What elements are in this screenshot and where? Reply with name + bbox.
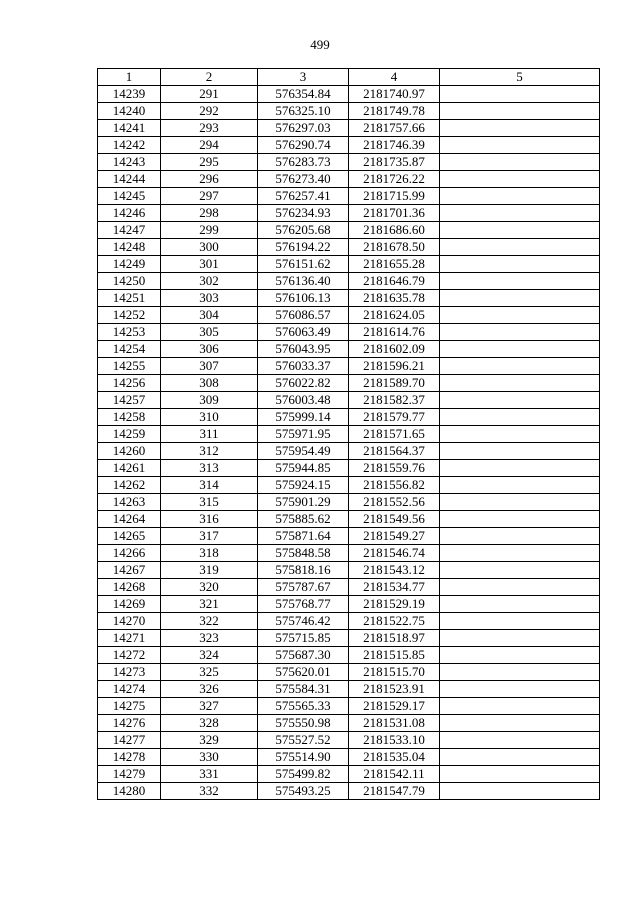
table-cell-col-2: 313: [161, 460, 258, 477]
table-cell-col-4: 2181614.76: [349, 324, 440, 341]
table-cell-col-2: 318: [161, 545, 258, 562]
table-cell-col-3: 575565.33: [258, 698, 349, 715]
table-cell-col-5: [440, 647, 600, 664]
table-cell-col-2: 331: [161, 766, 258, 783]
table-row: [98, 137, 600, 154]
table-cell-col-4: 2181556.82: [349, 477, 440, 494]
table-cell-col-5: [440, 528, 600, 545]
table-cell-col-5: [440, 137, 600, 154]
table-cell-col-4: 2181535.04: [349, 749, 440, 766]
table-cell-col-3: 576273.40: [258, 171, 349, 188]
table-cell-col-5: [440, 103, 600, 120]
table-row: [98, 222, 600, 239]
table-row: [98, 613, 600, 630]
table-cell-col-3: 576033.37: [258, 358, 349, 375]
table-row: [98, 409, 600, 426]
table-cell-col-5: [440, 171, 600, 188]
table-cell-col-3: 575768.77: [258, 596, 349, 613]
table-cell-col-4: 2181589.70: [349, 375, 440, 392]
table-cell-col-1: 14243: [98, 154, 161, 171]
table-cell-col-4: 2181546.74: [349, 545, 440, 562]
table-cell-col-1: 14262: [98, 477, 161, 494]
column-header-4: 4: [349, 69, 440, 86]
table-cell-col-3: 575527.52: [258, 732, 349, 749]
table-cell-col-3: 576354.84: [258, 86, 349, 103]
table-cell-col-3: 575818.16: [258, 562, 349, 579]
table-cell-col-5: [440, 545, 600, 562]
table-row: [98, 120, 600, 137]
table-row: [98, 477, 600, 494]
table-cell-col-3: 576194.22: [258, 239, 349, 256]
table-cell-col-4: 2181726.22: [349, 171, 440, 188]
table-cell-col-2: 305: [161, 324, 258, 341]
table-row: [98, 273, 600, 290]
table-cell-col-4: 2181735.87: [349, 154, 440, 171]
table-cell-col-1: 14277: [98, 732, 161, 749]
table-cell-col-5: [440, 596, 600, 613]
table-cell-col-3: 576063.49: [258, 324, 349, 341]
table-cell-col-2: 304: [161, 307, 258, 324]
table-cell-col-2: 307: [161, 358, 258, 375]
table-cell-col-3: 576325.10: [258, 103, 349, 120]
table-cell-col-3: 575944.85: [258, 460, 349, 477]
table-cell-col-1: 14242: [98, 137, 161, 154]
table-row: [98, 630, 600, 647]
table-cell-col-3: 576205.68: [258, 222, 349, 239]
table-cell-col-2: 302: [161, 273, 258, 290]
table-cell-col-3: 576283.73: [258, 154, 349, 171]
table-cell-col-1: 14241: [98, 120, 161, 137]
table-cell-col-5: [440, 630, 600, 647]
table-cell-col-1: 14269: [98, 596, 161, 613]
table-cell-col-5: [440, 222, 600, 239]
table-cell-col-1: 14248: [98, 239, 161, 256]
table-cell-col-5: [440, 579, 600, 596]
table-row: [98, 171, 600, 188]
table-cell-col-3: 576022.82: [258, 375, 349, 392]
table-cell-col-2: 312: [161, 443, 258, 460]
table-cell-col-3: 576151.62: [258, 256, 349, 273]
table-row: [98, 681, 600, 698]
column-header-1: 1: [98, 69, 161, 86]
table-cell-col-4: 2181746.39: [349, 137, 440, 154]
table-cell-col-1: 14251: [98, 290, 161, 307]
table-row: [98, 783, 600, 800]
table-cell-col-2: 314: [161, 477, 258, 494]
table-cell-col-1: 14244: [98, 171, 161, 188]
table-cell-col-3: 575848.58: [258, 545, 349, 562]
table-cell-col-2: 295: [161, 154, 258, 171]
table-cell-col-2: 325: [161, 664, 258, 681]
table-cell-col-1: 14256: [98, 375, 161, 392]
table-cell-col-4: 2181542.11: [349, 766, 440, 783]
table-cell-col-2: 308: [161, 375, 258, 392]
table-cell-col-4: 2181686.60: [349, 222, 440, 239]
table-cell-col-5: [440, 341, 600, 358]
table-cell-col-1: 14245: [98, 188, 161, 205]
table-row: [98, 494, 600, 511]
table-cell-col-2: 330: [161, 749, 258, 766]
table-cell-col-2: 299: [161, 222, 258, 239]
table-cell-col-2: 306: [161, 341, 258, 358]
table-cell-col-5: [440, 732, 600, 749]
table-cell-col-1: 14275: [98, 698, 161, 715]
table-row: [98, 528, 600, 545]
table-row: [98, 154, 600, 171]
table-cell-col-3: 575499.82: [258, 766, 349, 783]
table-cell-col-5: [440, 426, 600, 443]
table-cell-col-4: 2181518.97: [349, 630, 440, 647]
table-cell-col-1: 14265: [98, 528, 161, 545]
table-cell-col-1: 14252: [98, 307, 161, 324]
table-cell-col-4: 2181624.05: [349, 307, 440, 324]
table-cell-col-5: [440, 477, 600, 494]
table-row: [98, 443, 600, 460]
table-row: [98, 188, 600, 205]
table-cell-col-2: 326: [161, 681, 258, 698]
table-row: [98, 715, 600, 732]
table-cell-col-1: 14270: [98, 613, 161, 630]
table-cell-col-3: 575715.85: [258, 630, 349, 647]
table-cell-col-2: 319: [161, 562, 258, 579]
coordinates-table: [97, 68, 600, 800]
table-cell-col-4: 2181749.78: [349, 103, 440, 120]
table-row: [98, 426, 600, 443]
table-cell-col-2: 328: [161, 715, 258, 732]
table-cell-col-5: [440, 239, 600, 256]
table-cell-col-1: 14279: [98, 766, 161, 783]
table-row: [98, 545, 600, 562]
table-row: [98, 392, 600, 409]
column-header-2: 2: [161, 69, 258, 86]
table-cell-col-3: 575924.15: [258, 477, 349, 494]
table-cell-col-4: 2181529.17: [349, 698, 440, 715]
table-cell-col-5: [440, 783, 600, 800]
table-cell-col-1: 14266: [98, 545, 161, 562]
table-row: [98, 647, 600, 664]
table-cell-col-2: 303: [161, 290, 258, 307]
table-cell-col-1: 14260: [98, 443, 161, 460]
table-cell-col-3: 576043.95: [258, 341, 349, 358]
table-row: [98, 324, 600, 341]
table-body: [98, 86, 600, 800]
table-cell-col-1: 14247: [98, 222, 161, 239]
table-cell-col-3: 575787.67: [258, 579, 349, 596]
table-cell-col-3: 575493.25: [258, 783, 349, 800]
table-cell-col-3: 575746.42: [258, 613, 349, 630]
table-cell-col-3: 576257.41: [258, 188, 349, 205]
table-cell-col-2: 324: [161, 647, 258, 664]
table-cell-col-4: 2181740.97: [349, 86, 440, 103]
table-cell-col-3: 576136.40: [258, 273, 349, 290]
table-cell-col-2: 315: [161, 494, 258, 511]
table-cell-col-2: 292: [161, 103, 258, 120]
table-cell-col-5: [440, 715, 600, 732]
table-cell-col-1: 14263: [98, 494, 161, 511]
table-cell-col-3: 575584.31: [258, 681, 349, 698]
table-cell-col-1: 14250: [98, 273, 161, 290]
table-row: [98, 511, 600, 528]
table-row: [98, 766, 600, 783]
table-cell-col-3: 575954.49: [258, 443, 349, 460]
table-row: [98, 596, 600, 613]
table-row: [98, 664, 600, 681]
table-cell-col-2: 316: [161, 511, 258, 528]
table-cell-col-2: 294: [161, 137, 258, 154]
table-cell-col-4: 2181655.28: [349, 256, 440, 273]
table-cell-col-4: 2181582.37: [349, 392, 440, 409]
table-cell-col-1: 14254: [98, 341, 161, 358]
table-cell-col-3: 575550.98: [258, 715, 349, 732]
table-row: [98, 86, 600, 103]
table-cell-col-5: [440, 460, 600, 477]
table-row: [98, 307, 600, 324]
table-row: [98, 562, 600, 579]
table-cell-col-2: 323: [161, 630, 258, 647]
table-cell-col-5: [440, 562, 600, 579]
table-cell-col-5: [440, 681, 600, 698]
table-cell-col-5: [440, 698, 600, 715]
table-row: [98, 375, 600, 392]
table-cell-col-5: [440, 324, 600, 341]
table-cell-col-3: 575999.14: [258, 409, 349, 426]
table-cell-col-2: 317: [161, 528, 258, 545]
table-cell-col-5: [440, 256, 600, 273]
table-cell-col-5: [440, 375, 600, 392]
table-cell-col-5: [440, 613, 600, 630]
table-cell-col-1: 14272: [98, 647, 161, 664]
table-cell-col-5: [440, 307, 600, 324]
table-cell-col-3: 576290.74: [258, 137, 349, 154]
table-cell-col-3: 575971.95: [258, 426, 349, 443]
table-cell-col-1: 14267: [98, 562, 161, 579]
table-cell-col-4: 2181534.77: [349, 579, 440, 596]
table-cell-col-5: [440, 290, 600, 307]
table-cell-col-5: [440, 494, 600, 511]
table-cell-col-1: 14268: [98, 579, 161, 596]
table-cell-col-3: 576003.48: [258, 392, 349, 409]
table-cell-col-4: 2181579.77: [349, 409, 440, 426]
table-cell-col-2: 327: [161, 698, 258, 715]
table-cell-col-4: 2181533.10: [349, 732, 440, 749]
table-cell-col-3: 575687.30: [258, 647, 349, 664]
table-cell-col-4: 2181678.50: [349, 239, 440, 256]
table-cell-col-1: 14258: [98, 409, 161, 426]
table-cell-col-1: 14264: [98, 511, 161, 528]
table-row: [98, 256, 600, 273]
table-cell-col-3: 576297.03: [258, 120, 349, 137]
table-cell-col-3: 575620.01: [258, 664, 349, 681]
table-cell-col-4: 2181522.75: [349, 613, 440, 630]
table-cell-col-4: 2181701.36: [349, 205, 440, 222]
table-cell-col-4: 2181529.19: [349, 596, 440, 613]
table-cell-col-4: 2181559.76: [349, 460, 440, 477]
table-row: [98, 732, 600, 749]
table-cell-col-3: 576106.13: [258, 290, 349, 307]
table-cell-col-4: 2181547.79: [349, 783, 440, 800]
table-row: [98, 239, 600, 256]
table-cell-col-1: 14240: [98, 103, 161, 120]
table-cell-col-4: 2181564.37: [349, 443, 440, 460]
table-cell-col-4: 2181531.08: [349, 715, 440, 732]
table-cell-col-5: [440, 205, 600, 222]
table-cell-col-1: 14253: [98, 324, 161, 341]
table-cell-col-2: 296: [161, 171, 258, 188]
table-row: [98, 749, 600, 766]
table-cell-col-3: 575901.29: [258, 494, 349, 511]
table-cell-col-4: 2181515.85: [349, 647, 440, 664]
table-cell-col-5: [440, 358, 600, 375]
table-cell-col-5: [440, 188, 600, 205]
table-row: [98, 103, 600, 120]
table-cell-col-1: 14278: [98, 749, 161, 766]
table-cell-col-2: 311: [161, 426, 258, 443]
table-cell-col-4: 2181646.79: [349, 273, 440, 290]
table-cell-col-4: 2181635.78: [349, 290, 440, 307]
table-cell-col-5: [440, 154, 600, 171]
table-cell-col-3: 575514.90: [258, 749, 349, 766]
table-cell-col-4: 2181596.21: [349, 358, 440, 375]
table-cell-col-1: 14257: [98, 392, 161, 409]
table-cell-col-4: 2181602.09: [349, 341, 440, 358]
table-row: [98, 698, 600, 715]
table-cell-col-3: 575885.62: [258, 511, 349, 528]
table-row: [98, 358, 600, 375]
table-cell-col-2: 291: [161, 86, 258, 103]
table-cell-col-4: 2181549.27: [349, 528, 440, 545]
table-cell-col-2: 298: [161, 205, 258, 222]
table-cell-col-1: 14280: [98, 783, 161, 800]
table-cell-col-4: 2181571.65: [349, 426, 440, 443]
table-cell-col-1: 14276: [98, 715, 161, 732]
table-cell-col-4: 2181523.91: [349, 681, 440, 698]
table-cell-col-1: 14255: [98, 358, 161, 375]
table-cell-col-2: 320: [161, 579, 258, 596]
table-cell-col-1: 14259: [98, 426, 161, 443]
table-cell-col-1: 14273: [98, 664, 161, 681]
table-cell-col-5: [440, 664, 600, 681]
table-cell-col-1: 14261: [98, 460, 161, 477]
table-cell-col-1: 14246: [98, 205, 161, 222]
table-cell-col-5: [440, 409, 600, 426]
table-cell-col-2: 300: [161, 239, 258, 256]
table-row: [98, 579, 600, 596]
table-cell-col-1: 14239: [98, 86, 161, 103]
table-cell-col-2: 297: [161, 188, 258, 205]
table-cell-col-1: 14274: [98, 681, 161, 698]
table-cell-col-5: [440, 511, 600, 528]
table-cell-col-5: [440, 443, 600, 460]
table-cell-col-4: 2181757.66: [349, 120, 440, 137]
table-cell-col-3: 576086.57: [258, 307, 349, 324]
table-cell-col-5: [440, 392, 600, 409]
table-cell-col-2: 293: [161, 120, 258, 137]
table-cell-col-2: 301: [161, 256, 258, 273]
table-header-row: [98, 69, 600, 86]
table-cell-col-5: [440, 120, 600, 137]
table-cell-col-4: 2181515.70: [349, 664, 440, 681]
table-row: [98, 290, 600, 307]
table-cell-col-2: 322: [161, 613, 258, 630]
column-header-5: 5: [440, 69, 600, 86]
table-cell-col-4: 2181549.56: [349, 511, 440, 528]
column-header-3: 3: [258, 69, 349, 86]
table-cell-col-3: 575871.64: [258, 528, 349, 545]
table-cell-col-4: 2181715.99: [349, 188, 440, 205]
table-cell-col-5: [440, 766, 600, 783]
table-row: [98, 205, 600, 222]
table-cell-col-5: [440, 86, 600, 103]
table-cell-col-2: 329: [161, 732, 258, 749]
page-number: 499: [310, 37, 330, 52]
table-cell-col-2: 309: [161, 392, 258, 409]
table-cell-col-5: [440, 273, 600, 290]
table-row: [98, 460, 600, 477]
table-cell-col-1: 14249: [98, 256, 161, 273]
table-row: [98, 341, 600, 358]
table-cell-col-4: 2181552.56: [349, 494, 440, 511]
table-cell-col-2: 310: [161, 409, 258, 426]
table-cell-col-2: 321: [161, 596, 258, 613]
table-cell-col-2: 332: [161, 783, 258, 800]
table-cell-col-4: 2181543.12: [349, 562, 440, 579]
table-cell-col-1: 14271: [98, 630, 161, 647]
table-cell-col-3: 576234.93: [258, 205, 349, 222]
table-cell-col-5: [440, 749, 600, 766]
